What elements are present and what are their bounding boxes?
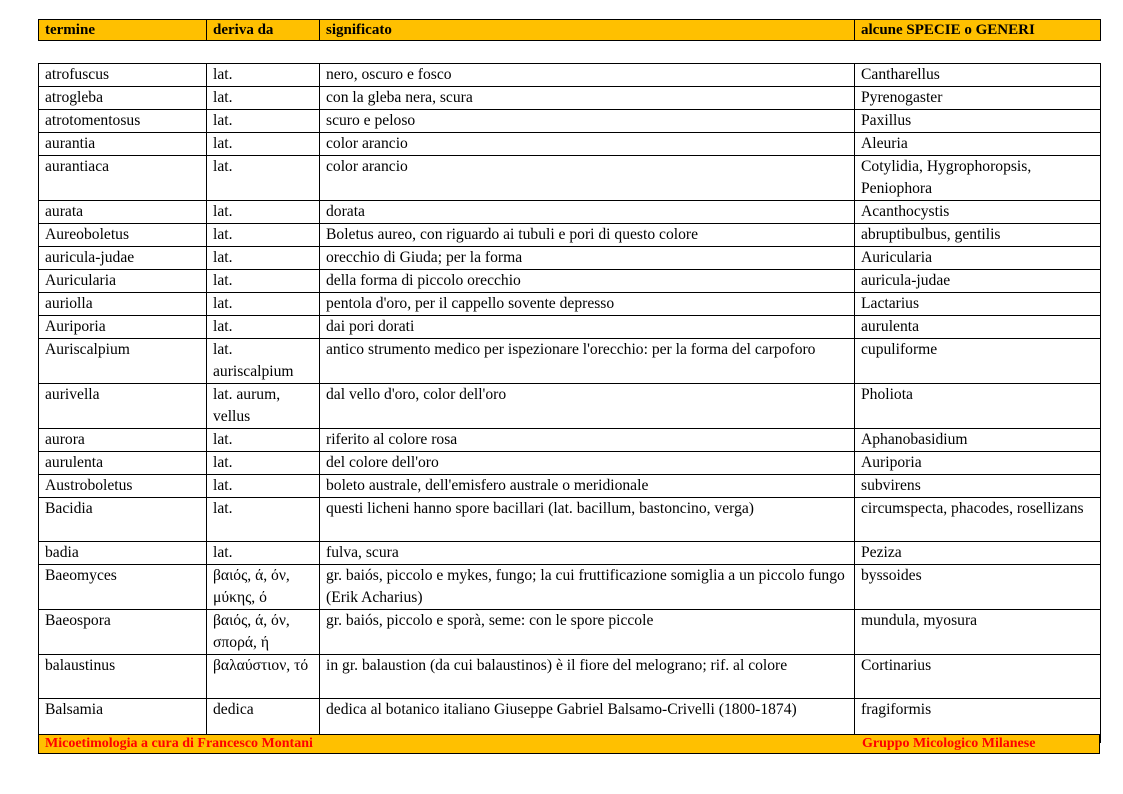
table-row: [39, 452, 1101, 475]
cell-termine: Auriscalpium: [39, 339, 207, 384]
cell-specie: cupuliforme: [855, 339, 1101, 384]
footer-bar: [38, 734, 1100, 754]
cell-termine: Auriporia: [39, 316, 207, 339]
header-termine: termine: [39, 20, 207, 41]
header-specie-generi: alcune SPECIE o GENERI: [855, 20, 1101, 41]
cell-termine: aurantia: [39, 133, 207, 156]
cell-deriva: lat.: [207, 498, 320, 542]
cell-significato: dal vello d'oro, color dell'oro: [320, 384, 855, 429]
table-row: [39, 293, 1101, 316]
cell-significato: del colore dell'oro: [320, 452, 855, 475]
cell-significato: questi licheni hanno spore bacillari (lat. bacillum, bastoncino, verga): [320, 498, 855, 542]
table-row: [39, 475, 1101, 498]
cell-significato: gr. baiós, piccolo e sporà, seme: con le spore piccole: [320, 610, 855, 655]
table-row: [39, 655, 1101, 699]
cell-deriva: lat.: [207, 429, 320, 452]
cell-specie: Pyrenogaster: [855, 87, 1101, 110]
table-row: [39, 247, 1101, 270]
cell-specie: Cotylidia, Hygrophoropsis, Peniophora: [855, 156, 1101, 201]
cell-specie: Auriporia: [855, 452, 1101, 475]
header-table: [38, 19, 1101, 41]
cell-termine: Balsamia: [39, 699, 207, 743]
header-row: [39, 20, 1101, 41]
table-row: [39, 87, 1101, 110]
table-row: [39, 201, 1101, 224]
cell-significato: color arancio: [320, 156, 855, 201]
cell-specie: abruptibulbus, gentilis: [855, 224, 1101, 247]
cell-termine: atrotomentosus: [39, 110, 207, 133]
table-row: [39, 133, 1101, 156]
cell-termine: badia: [39, 542, 207, 565]
cell-termine: Auricularia: [39, 270, 207, 293]
cell-specie: Peziza: [855, 542, 1101, 565]
cell-specie: auricula-judae: [855, 270, 1101, 293]
cell-deriva: dedica: [207, 699, 320, 743]
cell-termine: atrogleba: [39, 87, 207, 110]
cell-termine: Baeospora: [39, 610, 207, 655]
cell-deriva: lat.: [207, 293, 320, 316]
cell-significato: riferito al colore rosa: [320, 429, 855, 452]
cell-termine: Austroboletus: [39, 475, 207, 498]
cell-termine: aurora: [39, 429, 207, 452]
header-deriva-da: deriva da: [207, 20, 320, 41]
cell-deriva: lat.: [207, 133, 320, 156]
cell-specie: fragiformis: [855, 699, 1101, 743]
cell-significato: scuro e peloso: [320, 110, 855, 133]
cell-deriva: lat.: [207, 156, 320, 201]
cell-specie: circumspecta, phacodes, rosellizans: [855, 498, 1101, 542]
cell-specie: byssoides: [855, 565, 1101, 610]
table-row: [39, 64, 1101, 87]
cell-deriva: lat. auriscalpium: [207, 339, 320, 384]
cell-specie: Auricularia: [855, 247, 1101, 270]
cell-deriva: lat.: [207, 64, 320, 87]
table-row: [39, 542, 1101, 565]
cell-termine: aurata: [39, 201, 207, 224]
cell-significato: fulva, scura: [320, 542, 855, 565]
cell-termine: auricula-judae: [39, 247, 207, 270]
cell-deriva: lat.: [207, 452, 320, 475]
cell-termine: aurulenta: [39, 452, 207, 475]
table-row: [39, 565, 1101, 610]
cell-deriva: βαλαύστιον, τό: [207, 655, 320, 699]
cell-termine: aurivella: [39, 384, 207, 429]
cell-deriva: lat.: [207, 270, 320, 293]
cell-deriva: lat.: [207, 201, 320, 224]
cell-specie: Aleuria: [855, 133, 1101, 156]
cell-specie: Cortinarius: [855, 655, 1101, 699]
table-row: [39, 384, 1101, 429]
cell-significato: antico strumento medico per ispezionare l'orecchio: per la forma del carpoforo: [320, 339, 855, 384]
cell-deriva: lat.: [207, 316, 320, 339]
table-row: [39, 156, 1101, 201]
cell-termine: Baeomyces: [39, 565, 207, 610]
table-row: [39, 429, 1101, 452]
cell-termine: auriolla: [39, 293, 207, 316]
cell-deriva: βαιός, ά, όν, μύκης, ό: [207, 565, 320, 610]
cell-significato: orecchio di Giuda; per la forma: [320, 247, 855, 270]
cell-termine: balaustinus: [39, 655, 207, 699]
header-significato: significato: [320, 20, 855, 41]
cell-deriva: lat.: [207, 247, 320, 270]
cell-specie: subvirens: [855, 475, 1101, 498]
footer-author: Micoetimologia a cura di Francesco Montani: [45, 736, 313, 751]
cell-significato: pentola d'oro, per il cappello sovente depresso: [320, 293, 855, 316]
cell-significato: nero, oscuro e fosco: [320, 64, 855, 87]
cell-specie: Paxillus: [855, 110, 1101, 133]
cell-significato: dorata: [320, 201, 855, 224]
table-row: [39, 498, 1101, 542]
cell-specie: Cantharellus: [855, 64, 1101, 87]
cell-termine: Aureoboletus: [39, 224, 207, 247]
cell-termine: Bacidia: [39, 498, 207, 542]
cell-significato: color arancio: [320, 133, 855, 156]
etymology-table: [38, 63, 1101, 743]
cell-specie: Acanthocystis: [855, 201, 1101, 224]
table-row: [39, 224, 1101, 247]
cell-specie: mundula, myosura: [855, 610, 1101, 655]
cell-deriva: lat.: [207, 87, 320, 110]
cell-termine: aurantiaca: [39, 156, 207, 201]
cell-deriva: lat.: [207, 475, 320, 498]
table-row: [39, 270, 1101, 293]
cell-specie: Aphanobasidium: [855, 429, 1101, 452]
footer-organization: Gruppo Micologico Milanese: [862, 736, 1036, 751]
table-row: [39, 610, 1101, 655]
cell-deriva: lat.: [207, 542, 320, 565]
cell-significato: dedica al botanico italiano Giuseppe Gabriel Balsamo-Crivelli (1800-1874): [320, 699, 855, 743]
cell-deriva: lat. aurum, vellus: [207, 384, 320, 429]
cell-significato: della forma di piccolo orecchio: [320, 270, 855, 293]
cell-specie: Pholiota: [855, 384, 1101, 429]
cell-significato: dai pori dorati: [320, 316, 855, 339]
cell-significato: boleto australe, dell'emisfero australe o meridionale: [320, 475, 855, 498]
cell-deriva: lat.: [207, 224, 320, 247]
table-row: [39, 339, 1101, 384]
cell-deriva: βαιός, ά, όν, σπορά, ή: [207, 610, 320, 655]
cell-significato: gr. baiós, piccolo e mykes, fungo; la cui fruttificazione somiglia a un piccolo fungo (Erik Acharius): [320, 565, 855, 610]
cell-significato: in gr. balaustion (da cui balaustinos) è il fiore del melograno; rif. al colore: [320, 655, 855, 699]
cell-deriva: lat.: [207, 110, 320, 133]
table-row: [39, 110, 1101, 133]
cell-termine: atrofuscus: [39, 64, 207, 87]
table-row: [39, 316, 1101, 339]
cell-specie: Lactarius: [855, 293, 1101, 316]
cell-significato: Boletus aureo, con riguardo ai tubuli e pori di questo colore: [320, 224, 855, 247]
cell-specie: aurulenta: [855, 316, 1101, 339]
cell-significato: con la gleba nera, scura: [320, 87, 855, 110]
